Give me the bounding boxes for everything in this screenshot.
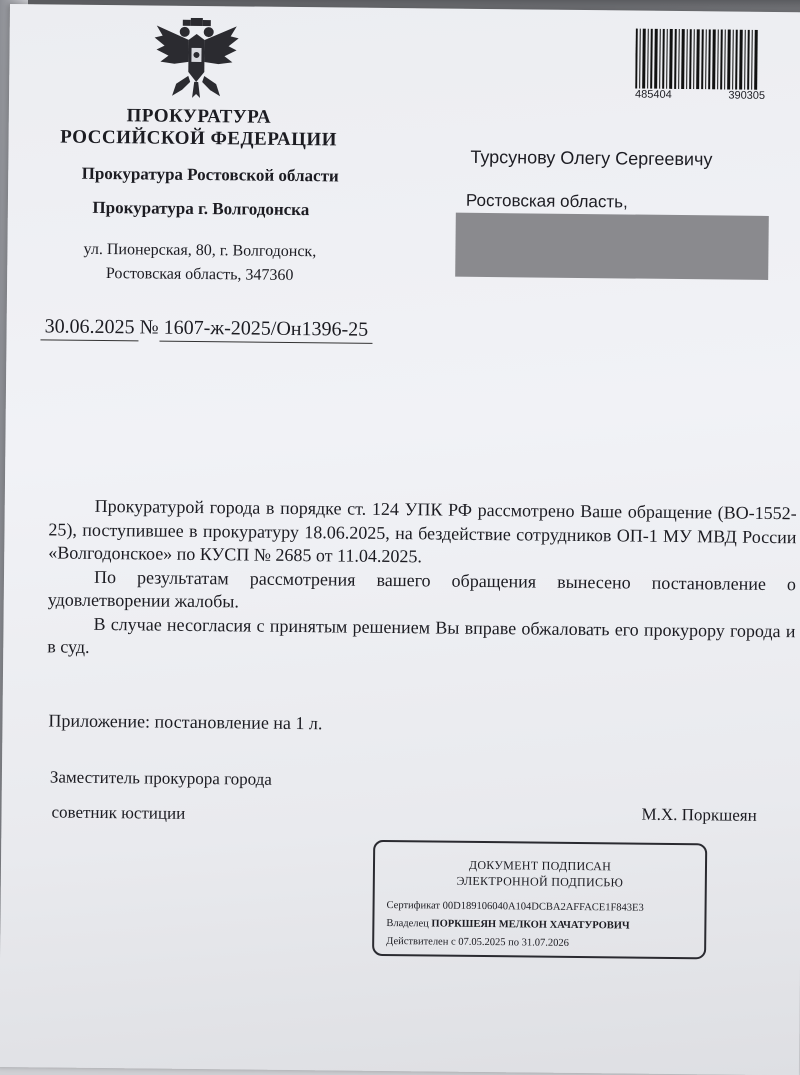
stamp-valid-to: 31.07.2026 (521, 937, 569, 949)
reference-number-prefix: № (139, 316, 159, 339)
stamp-title (375, 856, 705, 891)
org-address (47, 237, 352, 288)
barcode-right-digits: 390305 (728, 89, 766, 102)
electronic-signature-stamp (372, 840, 707, 959)
org-city: Прокуратура г. Волгодонска (92, 197, 310, 220)
letter-body (47, 494, 797, 666)
stamp-title-line1: ДОКУМЕНТ ПОДПИСАН (468, 857, 612, 874)
stamp-valid-from: 07.05.2025 (458, 936, 506, 949)
redaction-block (455, 213, 769, 280)
address-line2: Ростовская область, 347360 (105, 265, 294, 284)
stamp-cert-value: 00D189106040A104DCBA2AFFACE1F843E3 (442, 900, 644, 914)
stamp-owner (386, 918, 629, 932)
reference-date: 30.06.2025 (40, 315, 138, 341)
signer-name: М.Х. Поркшеян (641, 804, 757, 825)
stamp-valid-to-prefix: по (508, 937, 520, 949)
body-paragraph-3: В случае несогласия с принятым решением Вы вправе обжаловать его прокурору города и в суд. (47, 613, 796, 657)
stamp-cert-label: Сертификат (386, 899, 441, 912)
barcode-digits (635, 89, 765, 102)
russian-coat-of-arms-icon (152, 17, 241, 100)
stamp-owner-label: Владелец (386, 917, 429, 930)
barcode-icon (635, 29, 760, 90)
stamp-validity (386, 936, 569, 949)
org-title-line2: РОССИЙСКОЙ ФЕДЕРАЦИИ (60, 126, 338, 151)
signer-position-line2: советник юстиции (51, 802, 186, 823)
stamp-valid-from-prefix: с (450, 936, 456, 948)
attachment-note: Приложение: постановление на 1 л. (48, 710, 323, 734)
letter-page (0, 4, 800, 1075)
reference-line (40, 315, 372, 343)
stamp-owner-value: ПОРКШЕЯН МЕЛКОН ХАЧАТУРОВИЧ (431, 918, 630, 932)
signer-position-line1: Заместитель прокурора города (49, 767, 272, 789)
recipient-region: Ростовская область, (465, 190, 628, 212)
body-paragraph-2: По результатам рассмотрения вашего обращения вынесено постановление о удовлетворении жалобы. (47, 566, 797, 612)
reference-number: 1607-ж-2025/Он1396-25 (160, 317, 373, 344)
recipient-name: Турсунову Олегу Сергеевичу (470, 146, 713, 170)
stamp-title-line2: ЭЛЕКТРОННОЙ ПОДПИСЬЮ (456, 873, 624, 890)
org-title (48, 104, 348, 151)
body-paragraph-1: Прокуратурой города в порядке ст. 124 УПК РФ рассмотрено Ваше обращение (ВО-1552-25), поступившее в прокуратуру 18.06.2025, на бездействие сотрудников ОП-1 МУ МВД России «Волгодонское» по КУСП № 2685 от 11.04.2025. (48, 495, 797, 567)
org-title-line1: ПРОКУРАТУРА (126, 105, 272, 128)
stamp-certificate (387, 900, 644, 914)
stamp-valid-label: Действителен (386, 935, 449, 948)
address-line1: ул. Пионерская, 80, г. Волгодонск, (83, 240, 317, 261)
org-regional: Прокуратура Ростовской области (81, 163, 339, 186)
barcode-left-digits: 485404 (635, 88, 672, 101)
